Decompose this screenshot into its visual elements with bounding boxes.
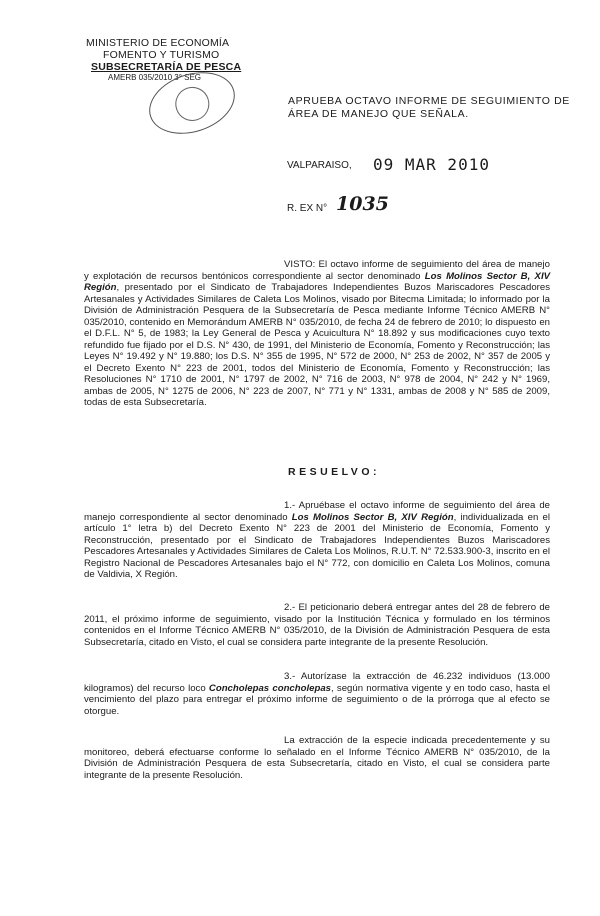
visto-paragraph: VISTO: El octavo informe de seguimiento del área de manejo y explotación de recursos bentónicos correspondiente al sector denominado Los Molinos Sector B, XIV Región, presentado por el Sindicato de Trabajadores Independientes Buzos Mariscadores Pescadores Artesanales y Actividades Similares de Caleta Los Molinos, visado por Bitecma Limitada; lo informado por la División de Administración Pesquera de la Subsecretaría de Pesca mediante Informe Técnico AMERB N° 035/2010, contenido en Memorándum AMERB N° 035/2010, de fecha 24 de febrero de 2010; lo dispuesto en el D.F.L. N° 5, de 1983; la Ley General de Pesca y Acuicultura N° 18.892 y sus modificaciones cuyo texto refundido fue fijado por el D.S. N° 430, de 1991, del Ministerio de Economía, Fomento y Reconstrucción; las Leyes N° 19.492 y N° 19.880; los D.S. N° 355 de 1995, N° 572 de 2000, N° 253 de 2002, N° 357 de 2005 y el Decreto Exento N° 223 de 2001, todos del Ministerio de Economía, Fomento y Reconstrucción; las Resoluciones N° 1710 de 2001, N° 1797 de 2002, N° 716 de 2003, N° 978 de 2004, N° 242 y N° 1969, ambas de 2005, N° 1275 de 2006, N° 223 de 2007, N° 771 y N° 1331, ambas de 2008 y N° 585 de 2009, todas de esta Subsecretaría. xyxy=(84,259,551,408)
resolution-date: 09 MAR 2010 xyxy=(373,155,490,174)
rex-number: 1035 xyxy=(336,193,389,215)
article-3-paragraph-2: La extracción de la especie indicada precedentemente y su monitoreo, deberá efectuarse conforme lo señalado en el Informe Técnico AMERB N° 035/2010, de la División de Administración Pesquera de esta Subsecretaría, citado en Visto, el cual se considera parte integrante de la presente Resolución. xyxy=(84,735,550,781)
ministry-subname: FOMENTO Y TURISMO xyxy=(103,49,220,61)
subsecretaria-name: SUBSECRETARÍA DE PESCA xyxy=(91,61,242,73)
place-label: VALPARAISO, xyxy=(287,160,352,171)
article-2: 2.- El peticionario deberá entregar antes del 28 de febrero de 2011, el próximo informe de seguimiento, visado por la Institución Técnica y formulado en los términos contenidos en el Informe Técnico AMERB N° 035/2010, de la División de Administración Pesquera de esta Subsecretaría, citado en Visto, el cual se considera parte integrante de la presente Resolución. xyxy=(84,602,550,648)
rex-label: R. EX N° xyxy=(287,203,328,214)
article-3: 3.- Autorízase la extracción de 46.232 individuos (13.000 kilogramos) del recurso loco Concholepas concholepas, según normativa vigente y en todo caso, hasta el vencimiento del plazo para entregar el próximo informe de seguimiento o de la prórroga que al efecto se otorgue. xyxy=(84,671,550,717)
ministry-name: MINISTERIO DE ECONOMÍA xyxy=(86,37,230,49)
resuelvo-heading: RESUELVO: xyxy=(288,466,380,478)
article-1: 1.- Apruébase el octavo informe de seguimiento del área de manejo correspondiente al sector denominado Los Molinos Sector B, XIV Región, individualizada en el artículo 1° letra b) del Decreto Exento N° 223 de 2001 del Ministerio de Economía, Fomento y Reconstrucción, presentado por el Sindicato de Trabajadores Independientes Buzos Mariscadores Pescadores Artesanales y Actividades Similares de Caleta Los Molinos, R.U.T. N° 72.533.900-3, inscrito en el Registro Nacional de Pescadores Artesanales bajo el N° 772, con domicilio en Caleta Los Molinos, comuna de Valdivia, X Región. xyxy=(84,500,550,580)
file-code: AMERB 035/2010 3° SEG xyxy=(108,73,202,82)
resolution-subject: APRUEBA OCTAVO INFORME DE SEGUIMIENTO DE ÁREA DE MANEJO QUE SEÑALA. xyxy=(288,95,570,120)
